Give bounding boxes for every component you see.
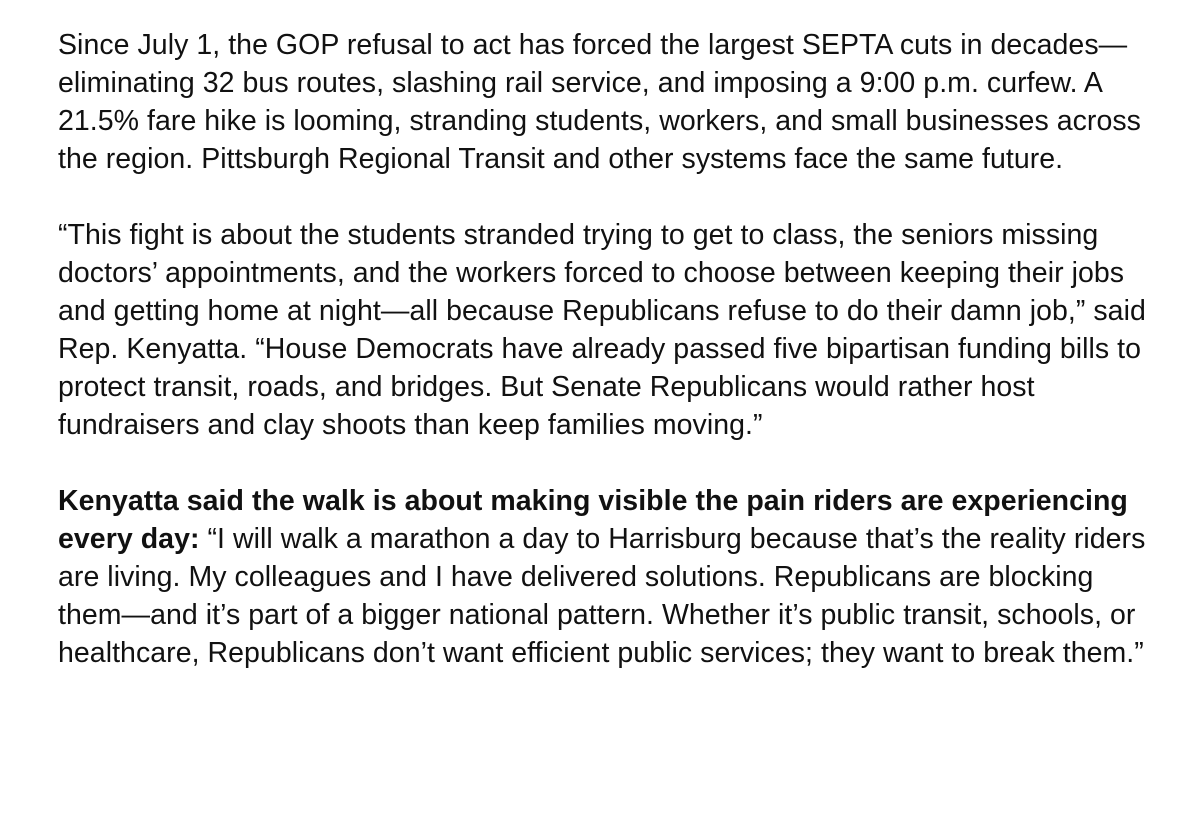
walk-statement-quote: “I will walk a marathon a day to Harrisburg because that’s the reality riders are living. My colleagues and I have delivered solutions. Republicans are blocking them—and it’s part of a bigger national pattern. Whether it’s public transit, schools, or healthcare, Republicans don’t want efficient public services; they want to break them.” [58, 523, 1146, 669]
walk-statement-lead: Kenyatta said the walk is about making visible the pain riders are experiencing every day: [58, 485, 1128, 555]
paragraph-septa-cuts: Since July 1, the GOP refusal to act has forced the largest SEPTA cuts in decades—eliminating 32 bus routes, slashing rail service, and imposing a 9:00 p.m. curfew. A 21.5% fare hike is looming, stranding students, workers, and small businesses across the region. Pittsburgh Regional Transit and other systems face the same future. [58, 29, 1141, 175]
paragraph-kenyatta-quote: “This fight is about the students stranded trying to get to class, the seniors missing doctors’ appointments, and the workers forced to choose between keeping their jobs and getting home at night—all because Republicans refuse to do their damn job,” said Rep. Kenyatta. “House Democrats have already passed five bipartisan funding bills to protect transit, roads, and bridges. But Senate Republicans would rather host fundraisers and clay shoots than keep families moving.” [58, 219, 1146, 441]
article-body [58, 26, 1158, 672]
paragraph-walk-statement [58, 482, 1158, 672]
